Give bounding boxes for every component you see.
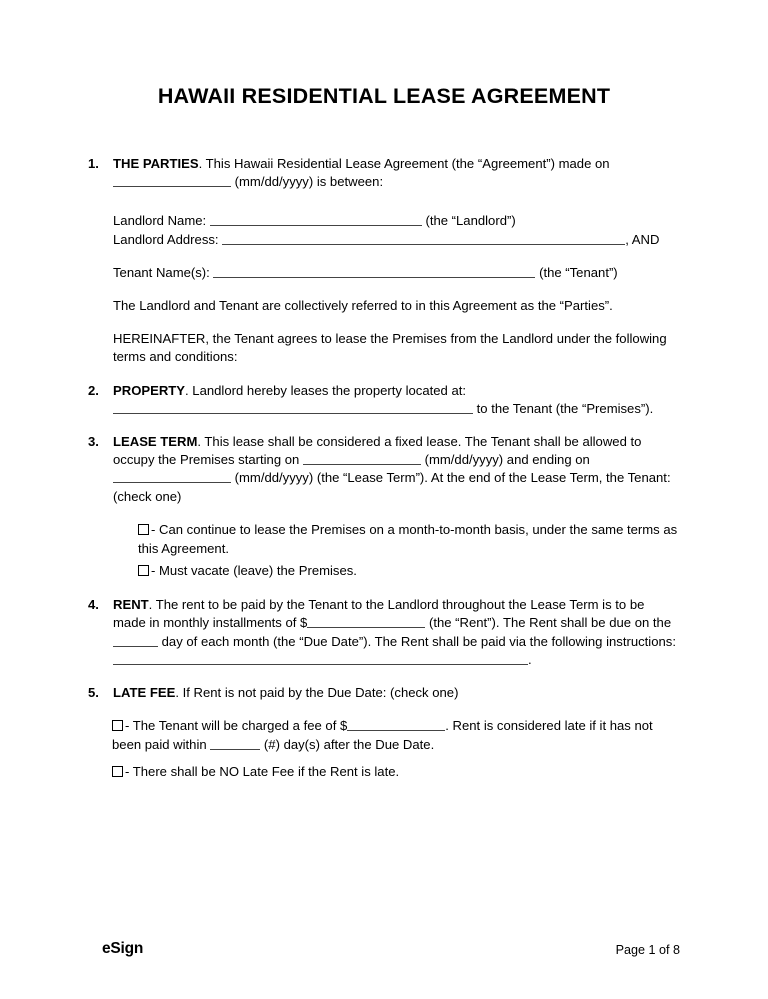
checkbox-icon[interactable] — [112, 766, 123, 777]
page-footer — [88, 940, 680, 968]
checkbox-icon[interactable] — [138, 565, 149, 576]
lease-term-option-month-to-month[interactable] — [88, 521, 680, 559]
clause-the-parties — [88, 155, 680, 191]
payment-instructions-blank-field[interactable] — [113, 651, 528, 665]
parties-paragraph: The Landlord and Tenant are collectively referred to in this Agreement as the “Parties”. — [113, 298, 613, 314]
clause-property — [88, 382, 680, 400]
clause-text-3: day of each month (the “Due Date”). The Rent shall be paid via the following instructions: — [161, 633, 676, 649]
clause-text-1: . The rent to be paid by the Tenant to the Landlord throughout the Lease Term is to be made in monthly installments of $ — [113, 597, 645, 631]
tenant-name-row — [88, 264, 680, 282]
clause-heading: LATE FEE — [113, 685, 176, 701]
page-title: HAWAII RESIDENTIAL LEASE AGREEMENT — [157, 84, 611, 108]
landlord-name-blank-field[interactable] — [210, 212, 422, 226]
late-fee-amount-blank-field[interactable] — [347, 717, 445, 731]
esign-logo: eSign — [102, 940, 144, 957]
clause-number: 5. — [88, 685, 99, 701]
landlord-name-label: Landlord Name: — [113, 213, 207, 229]
clause-late-fee — [88, 684, 680, 702]
clause-text: . This Hawaii Residential Lease Agreement (the “Agreement”) made on — [198, 156, 610, 171]
lease-start-date-blank-field[interactable] — [303, 451, 421, 465]
lease-term-option-vacate[interactable] — [88, 562, 680, 581]
clause-number: 2. — [88, 382, 99, 398]
landlord-address-row — [88, 231, 680, 249]
clause-text: . Landlord hereby leases the property located at: — [185, 382, 466, 398]
hereinafter-paragraph: HEREINAFTER, the Tenant agrees to lease the Premises from the Landlord under the following terms and conditions: — [113, 331, 667, 365]
property-address-row — [88, 400, 680, 418]
lease-end-date-blank-field[interactable] — [113, 469, 231, 483]
landlord-address-blank-field[interactable] — [222, 231, 625, 245]
tenant-name-blank-field[interactable] — [213, 264, 535, 278]
rent-amount-blank-field[interactable] — [307, 614, 425, 628]
late-fee-option-charge-fee[interactable] — [88, 717, 680, 755]
clause-heading: LEASE TERM — [113, 434, 198, 450]
clause-text-1: . This lease shall be considered a fixed lease. The Tenant shall be allowed to occupy the Premises starting on — [113, 434, 642, 468]
option-label-part-1: - The Tenant will be charged a fee of $ — [125, 718, 348, 734]
landlord-name-suffix: (the “Landlord”) — [425, 213, 516, 229]
landlord-name-row — [88, 212, 680, 230]
date-blank-field[interactable] — [113, 173, 231, 187]
option-label: - Can continue to lease the Premises on a month-to-month basis, under the same terms as this Agreement. — [138, 521, 678, 556]
checkbox-icon[interactable] — [112, 720, 123, 731]
clause-text-4: . — [528, 651, 532, 667]
clause-number: 1. — [88, 156, 99, 171]
clause-heading: PROPERTY — [113, 382, 186, 398]
due-day-blank-field[interactable] — [113, 633, 158, 647]
clause-text: . If Rent is not paid by the Due Date: (check one) — [175, 685, 459, 701]
option-label: - Must vacate (leave) the Premises. — [151, 563, 357, 579]
clause-number: 4. — [88, 597, 99, 613]
clause-lease-term — [88, 433, 680, 506]
option-label-part-2: . Rent is considered late if it has not been paid within — [112, 718, 653, 753]
clause-rent — [88, 596, 680, 669]
clause-heading: RENT — [113, 597, 149, 613]
clause-text-3: (mm/dd/yyyy) (the “Lease Term”). At the end of the Lease Term, the Tenant: (check one) — [113, 470, 671, 504]
clause-text-2: (the “Rent”). The Rent shall be due on the — [428, 615, 672, 631]
page-number: Page 1 of 8 — [615, 943, 680, 957]
clause-number: 3. — [88, 434, 99, 450]
property-address-blank-field[interactable] — [113, 400, 473, 414]
late-fee-days-blank-field[interactable] — [210, 736, 260, 750]
tenant-name-label: Tenant Name(s): — [113, 264, 210, 280]
property-address-suffix: to the Tenant (the “Premises”). — [476, 400, 654, 416]
landlord-address-label: Landlord Address: — [113, 231, 219, 247]
option-label: - There shall be NO Late Fee if the Rent is late. — [125, 763, 400, 779]
date-format-hint: (mm/dd/yyyy) is between: — [234, 174, 384, 190]
late-fee-option-no-fee[interactable] — [88, 763, 680, 782]
checkbox-icon[interactable] — [138, 524, 149, 535]
document-body — [88, 155, 680, 782]
option-label-part-3: (#) day(s) after the Due Date. — [263, 737, 435, 753]
landlord-address-suffix: , AND — [625, 231, 660, 247]
clause-text-2: (mm/dd/yyyy) and ending on — [424, 452, 590, 468]
tenant-name-suffix: (the “Tenant”) — [539, 264, 618, 280]
clause-heading: THE PARTIES — [113, 156, 199, 171]
